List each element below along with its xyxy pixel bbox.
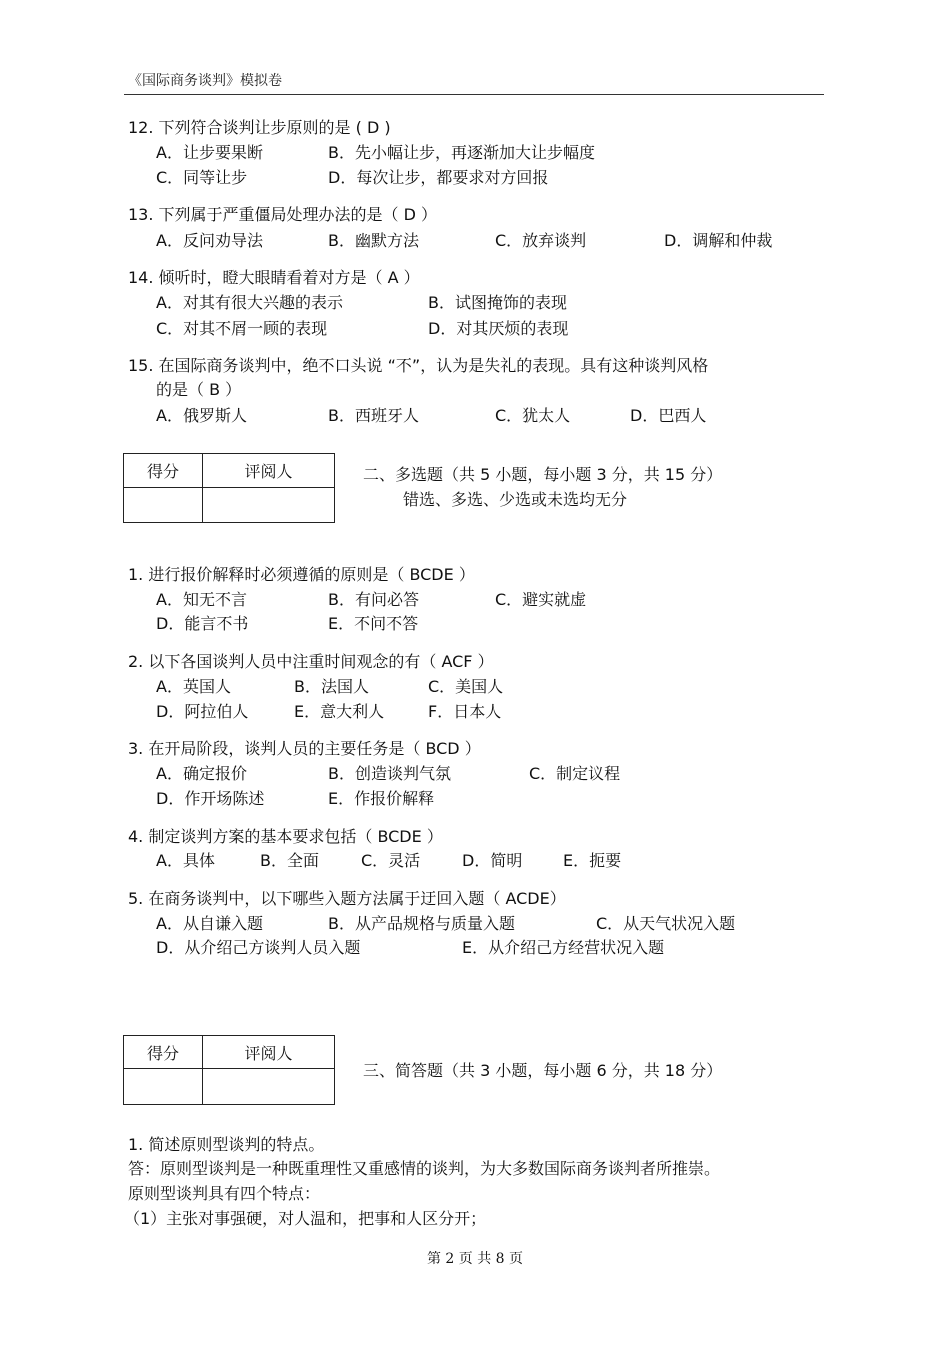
- question-15-option-d: D．巴西人: [630, 406, 707, 425]
- multi-question-2-option-d: D．阿拉伯人: [156, 702, 249, 721]
- score-label: 得分: [124, 1036, 203, 1069]
- multi-question-2-option-b: B．法国人: [294, 677, 369, 696]
- multi-question-3-option-c: C．制定议程: [529, 764, 621, 783]
- question-14-option-c: C．对其不屑一顾的表现: [156, 319, 328, 338]
- multi-question-4-option-b: B．全面: [260, 851, 319, 870]
- question-13-option-d: D．调解和仲裁: [664, 231, 773, 250]
- multi-question-5-option-e: E．从介绍己方经营状况入题: [462, 938, 665, 957]
- reviewer-cell[interactable]: [203, 1069, 335, 1105]
- question-12-option-c: C．同等让步: [156, 168, 248, 187]
- multi-question-1-option-c: C．避实就虚: [495, 590, 587, 609]
- reviewer-cell[interactable]: [203, 488, 335, 523]
- multi-question-5-option-b: B．从产品规格与质量入题: [328, 914, 515, 933]
- question-14-option-b: B．试图掩饰的表现: [428, 293, 567, 312]
- score-cell[interactable]: [124, 488, 203, 523]
- score-cell[interactable]: [124, 1069, 203, 1105]
- question-13-stem: 13. 下列属于严重僵局处理办法的是（ D ）: [128, 205, 438, 224]
- multi-question-1-option-b: B．有问必答: [328, 590, 419, 609]
- multi-question-4-option-c: C．灵活: [361, 851, 421, 870]
- multi-question-2-option-e: E．意大利人: [294, 702, 385, 721]
- multi-question-4-option-e: E．扼要: [563, 851, 622, 870]
- short-question-1-stem: 1. 简述原则型谈判的特点。: [128, 1135, 325, 1154]
- multi-question-2-option-f: F．日本人: [428, 702, 502, 721]
- reviewer-label: 评阅人: [203, 454, 335, 488]
- multi-question-1-option-e: E．不问不答: [328, 614, 419, 633]
- multi-question-2-option-a: A．英国人: [156, 677, 231, 696]
- multi-question-1-option-d: D．能言不书: [156, 614, 249, 633]
- page-number-footer: 第 2 页 共 8 页: [426, 1251, 524, 1267]
- question-12-option-a: A．让步要果断: [156, 143, 263, 162]
- multi-question-3-option-b: B．创造谈判气氛: [328, 764, 451, 783]
- section-2-note: 错选、多选、少选或未选均无分: [403, 490, 628, 509]
- multi-question-1-stem: 1. 进行报价解释时必须遵循的原则是（ BCDE ）: [128, 565, 475, 584]
- question-12-stem: 12. 下列符合谈判让步原则的是 ( D ): [128, 118, 391, 137]
- multi-question-1-option-a: A．知无不言: [156, 590, 247, 609]
- multi-question-5-option-c: C．从天气状况入题: [596, 914, 736, 933]
- multi-question-4-option-d: D．简明: [462, 851, 523, 870]
- section-3-title: 三、简答题（共 3 小题，每小题 6 分，共 18 分）: [363, 1061, 723, 1080]
- header-rule: [124, 94, 824, 95]
- question-14-stem: 14. 倾听时，瞪大眼睛看着对方是（ A ）: [128, 268, 420, 287]
- multi-question-4-stem: 4. 制定谈判方案的基本要求包括（ BCDE ）: [128, 827, 443, 846]
- question-13-option-a: A．反问劝导法: [156, 231, 263, 250]
- question-12-option-b: B．先小幅让步，再逐渐加大让步幅度: [328, 143, 595, 162]
- multi-question-5-option-d: D．从介绍己方谈判人员入题: [156, 938, 361, 957]
- short-question-1-answer-line1: 答：原则型谈判是一种既重理性又重感情的谈判，为大多数国际商务谈判者所推崇。: [128, 1159, 721, 1178]
- question-15-option-a: A．俄罗斯人: [156, 406, 247, 425]
- question-14-option-a: A．对其有很大兴趣的表示: [156, 293, 343, 312]
- question-15-option-c: C．犹太人: [495, 406, 571, 425]
- document-header-title: 《国际商务谈判》模拟卷: [128, 73, 282, 89]
- reviewer-label: 评阅人: [203, 1036, 335, 1069]
- short-question-1-answer-line3: （1）主张对事强硬，对人温和，把事和人区分开；: [124, 1209, 487, 1228]
- question-15-stem-line1: 15. 在国际商务谈判中，绝不口头说 “不”，认为是失礼的表现。具有这种谈判风格: [128, 356, 709, 375]
- score-box-section-2: [123, 453, 335, 523]
- score-box-section-3: [123, 1035, 335, 1105]
- multi-question-3-option-a: A．确定报价: [156, 764, 247, 783]
- multi-question-2-stem: 2. 以下各国谈判人员中注重时间观念的有（ ACF ）: [128, 652, 494, 671]
- multi-question-3-option-e: E．作报价解释: [328, 789, 435, 808]
- multi-question-3-stem: 3. 在开局阶段，谈判人员的主要任务是（ BCD ）: [128, 739, 481, 758]
- question-12-option-d: D．每次让步，都要求对方回报: [328, 168, 549, 187]
- multi-question-5-stem: 5. 在商务谈判中，以下哪些入题方法属于迂回入题（ ACDE）: [128, 889, 566, 908]
- multi-question-3-option-d: D．作开场陈述: [156, 789, 265, 808]
- multi-question-5-option-a: A．从自谦入题: [156, 914, 263, 933]
- multi-question-2-option-c: C．美国人: [428, 677, 504, 696]
- question-13-option-c: C．放弃谈判: [495, 231, 587, 250]
- section-2-title: 二、多选题（共 5 小题，每小题 3 分，共 15 分）: [363, 465, 723, 484]
- question-15-stem-line2: 的是（ B ）: [156, 380, 242, 399]
- score-label: 得分: [124, 454, 203, 488]
- question-14-option-d: D．对其厌烦的表现: [428, 319, 569, 338]
- short-question-1-answer-line2: 原则型谈判具有四个特点：: [128, 1184, 321, 1203]
- question-13-option-b: B．幽默方法: [328, 231, 419, 250]
- question-15-option-b: B．西班牙人: [328, 406, 419, 425]
- multi-question-4-option-a: A．具体: [156, 851, 215, 870]
